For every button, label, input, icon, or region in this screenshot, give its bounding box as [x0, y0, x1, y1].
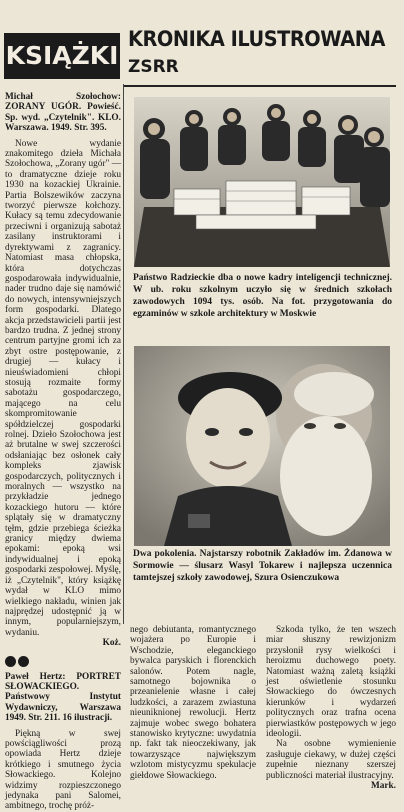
review2-column2 [130, 625, 256, 781]
review1-text: Nowe wydanie znakomitego dzieła Michała Szołochowa, „Zorany ugór" — to dramatyczne dzieje roku 1930 na kozackiej Ukrainie. Partia Bolszewików zaczyna tworzyć pierwsze kołchozy. Kułacy są temu zdecydowanie przeciwni i organizują sabotaż zasilany instruktorami i dyrektywami z zagranicy. Natomiast masa chłopska, która dotychczas gospodarowała indywidualnie, nader trudno daje się namówić do nowych, intensywniejszych form gospodarki. Dlatego akcja przedstawicieli partii jest bardzo trudna. Z jednej strony centrum partyjne gromi ich za zbyt ostre postępowanie, z drugiej — kułacy i nieuświadomieni chłopi stosują rozmaite formy sabotażu gospodarczego, mającego na celu skompromitowanie spółdzielczej gospodarki rolnej. Dzieło Szołochowa jest aż brutalne w swej szczerości odsłaniając bez osłonek cały kompleks zjawisk gospodarczych, politycznych i moralnych — wszystko na przykładzie jednego kozackiego hutoru — które splątały się w dramatyczny tęłm, gdzie przebiega ścieżka granicy między dwiema epokami: epoką wsi indywidualnej i epoką gospodarki zespołowej. Myślę, iż „Czytelnik", który książkę wydał w KLO mimo wielkiego nakładu, winien jak najprędzej udostępnić ją w innym, popularniejszym, wydaniu. [5, 138, 121, 638]
photo-architecture-school [134, 97, 390, 267]
left-column [5, 92, 121, 812]
column-divider [123, 84, 124, 624]
review2-text-col3a: Szkoda tylko, że ten wszech miar słuszny rewizjonizm przysłonił rysy wielkości i heroizmu duchowego poety. Natomiast ważną zaletą książki jest oświetlenie stosunku Słowackiego do ówczesnych kierunków i wydarzeń politycznych oraz trafna ocena pierwiastków postępowych w jego ideologii. [266, 625, 396, 740]
chronicle-subtitle: ZSRR [128, 57, 179, 77]
review2-text-col2: nego debiutanta, romantycznego wojażera po Europie i Wschodzie, eleganckiego bywalca paryskich i florenckich salonów. Potem nagle, samotnego bojownika o przeanielenie własne i całej ludzkości, a zarazem zwiastuna nieuniknionej rewolucji. Hertz zajmuje wobec swego bohatera stanowisko krytyczne: uwydatnia np. fakt tak nieoczekiwany, jak towarzyszące największym wzlotom mistycyzmu spekulacje giełdowe Słowackiego. [130, 625, 256, 781]
review2-text-col3b: Na osobne wymienienie zasługuje ciekawy, w dużej części zupełnie nieznany szerszej publiczności materiał ilustracyjny. [266, 739, 396, 781]
dot-icon [5, 656, 16, 667]
photo1-caption: Państwo Radzieckie dba o nowe kadry inteligencji technicznej. W ub. roku szkolnym uczyło się w średnich szkołach zawodowych 1094 tys. osób. Na fot. przygotowania do egzaminów w szkole architektury w Moskwie [133, 273, 392, 320]
review2-signature: Mark. [370, 781, 396, 792]
photo-two-generations [134, 346, 390, 546]
review1-body [5, 139, 121, 639]
review1-heading: Michał Szołochow: ZORANY UGÓR. Powieść. Sp. wyd. „Czytelnik". KLO. Warszawa. 1949. Str. 395. [5, 92, 121, 134]
chronicle-title: KRONIKA ILUSTROWANA [128, 27, 385, 51]
header-rule [124, 85, 396, 87]
review1-signature: Koż. [102, 638, 121, 649]
review2-heading: Paweł Hertz: PORTRET SŁOWACKIEGO. Państwowy Instytut Wydawniczy, Warszawa 1949. Str. 211. 16 ilustracji. [5, 671, 121, 724]
review2-text-col1: Piękną w swej powściągliwości prozą opowiada Hertz dzieje krótkiego i smutnego życia Słowackiego. Kolejno widzimy rozpieszczonego jedynaka pani Salomei, ambitnego, trochę próż- [5, 728, 121, 812]
dot-icon [18, 656, 29, 667]
section-label: KSIĄŻKI [4, 33, 120, 79]
review2-column3 [266, 625, 396, 792]
photo-architecture-image [134, 97, 390, 267]
photo2-caption: Dwa pokolenia. Najstarszy robotnik Zakładów im. Żdanowa w Sormowie — ślusarz Wasyl Tokarew i najlepsza uczennica tamtejszej szkoły zawodowej, Szura Osienczukowa [133, 549, 392, 584]
separator-dots [5, 656, 121, 667]
photo-generations-image [134, 346, 390, 546]
review2-body-start [5, 729, 121, 812]
